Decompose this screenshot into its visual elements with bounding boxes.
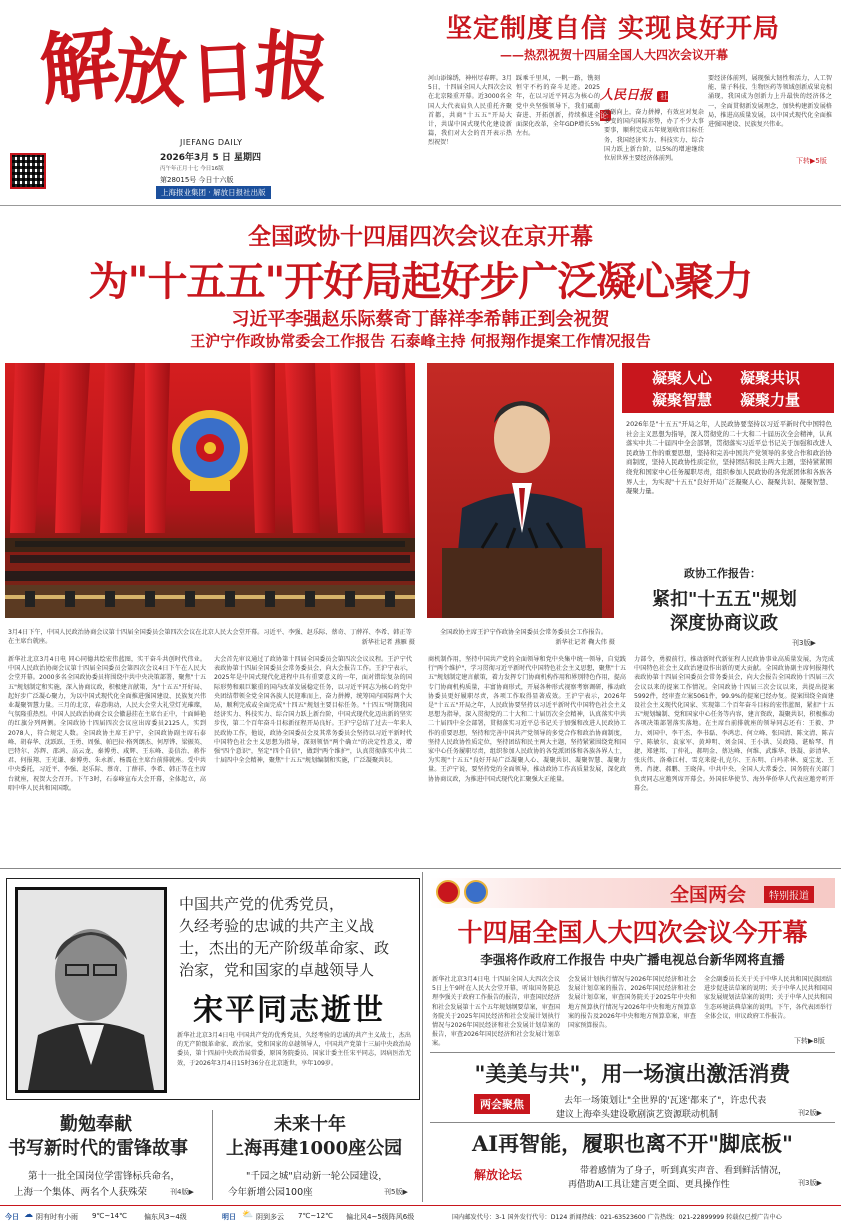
obituary-box [6, 878, 420, 1100]
cppcc-emblem-icon [464, 880, 488, 904]
story-parks-h1: 未来十年 [274, 1114, 346, 1135]
masthead-issue: 第28015号 今日十六版 [160, 176, 234, 184]
credit-hall: 新华社记者 燕雁 摄 [361, 639, 415, 646]
footer-bar [0, 1205, 841, 1229]
story-leifeng-h1: 勤勉奉献 [60, 1114, 132, 1135]
lead-photo-hall [5, 363, 415, 618]
npc-body-col-3: 全会副委员长关于关于中华人民共和国民族团结进步促进法草案的说明；关于中华人民共和国国家发展规划法草案的说明；关于中华人民共和国生态环境法典草案的说明。下午，各代表团举行全体会议，审议政府工作报告。 [704, 976, 832, 1020]
caption-hall: 3月4日下午，中国人民政治协商会议第十四届全国委员会第四次会议在北京人民大会堂开幕。习近平、李强、赵乐际、蔡奇、丁薛祥、李希、韩正等在主席台就座。 [8, 629, 412, 645]
npc-story-2-line-1: 带着感情为了身子，听到真实声音、看到鲜活情况， [580, 1166, 788, 1176]
npc-banner-tag: 特别报道 [764, 886, 814, 903]
caption-speaker: 全国政协主席王沪宁作政协全国委员会常务委员会工作报告。 [440, 629, 608, 636]
story-leifeng-ref[interactable]: 刊4版▶ [170, 1188, 194, 1196]
lead-headline: 为"十五五"开好局起好步广泛凝心聚力 [88, 258, 753, 305]
story-leifeng-h2: 书写新时代的雷锋故事 [8, 1138, 188, 1159]
work-report-title-2: 深度协商议政 [670, 613, 778, 634]
people-daily-brand: 人民日报 [600, 88, 653, 103]
slogan-box [622, 363, 834, 413]
masthead-romanized: JIEFANG DAILY [180, 138, 243, 147]
obituary-body: 新华社北京3月4日电 中国共产党的优秀党员，久经考验的忠诚的共产主义战士，杰出的无产阶级革命家、政治家，党和国家的卓越领导人，中国共产党第十三届中央政治局委员，第十四届中央政治局常委，原国务院委员、国家计委主任宋平同志，因病医治无效，于2026年3月4日15时36分在北京逝世，享年109岁。 [177, 1032, 411, 1067]
slogan-text: 2026年是"十五五"开局之年，人民政协要坚持以习近平新时代中国特色社会主义思想为指导，深入贯彻党的二十大和二十届历次全会精神，认真落实中共二十届四中全会部署，贯彻落实习近平总书记关于加强和改进人民政协工作的重要思想，坚持和完善中国共产党领导的多党合作和政治协商制度，坚持人民政协性质定位，坚持团结和民主两大主题，坚持紧紧围绕党和国家中心任务履职尽责，组织参加人民政协的各党派团体和各族各界人士，为实现"十五五"良好开局广泛凝聚人心、凝聚共识、凝聚智慧、凝聚力量。 [626, 420, 832, 496]
story-parks-h2: 上海再建1000座公园 [226, 1138, 403, 1159]
obituary-title: 宋平同志逝世 [193, 993, 385, 1028]
masthead-publisher: 上海报业集团 · 解放日报社出版 [156, 186, 271, 199]
lead-body-col-4: 力部令，勇毅前行，推动新时代新征程人民政协事业高质量发展，为完成中国特色社会主义政治建设作出新的更大贡献。全国政协副主席何报翔代表政协第十四届全国委员会常务委员会，向大会报告全国政协十四届三次会议以来的提案工作情况。全国政协十四届三次会议以来，共提出提案5992件，经审查立案5061件，99.9%的提案已经办复。提案围绕全面建设社会主义现代化国家、实现第二个百年奋斗目标的宏伟蓝图，紧扣"十五五"规划编制、党和国家中心任务等内容，建言资政，凝聚共识，积极推动各项决策部署落实落地。在主席台前排就座的领导同志还有：王毅、尹力、刘国中、李干杰、李书磊、李鸿忠、何立峰、张国清、陈文清、陈吉宁、陈敏尔、袁家军、黄坤明、刘金国、王小洪、吴政隆、谌贻琴、肖捷、郑建邦、丁仲礼、郝明金、蔡达峰、何维、武维华、铁凝、彭清华、张庆伟、洛桑江村、雪克来提·扎克尔、王东明、白玛赤林、夏宝龙、王勇、肖捷、郝鹏、王晓萍。中共中央、全国人大常委会、国务院有关部门负责同志应邀列席开幕会。外国驻华使节、海外华侨华人代表应邀旁听开幕会。 [634, 656, 834, 792]
obituary-line-1: 中国共产党的优秀党员， [179, 895, 345, 913]
npc-headline: 十四届全国人大四次会议今开幕 [457, 918, 808, 947]
npc-body-col-1: 新华社北京3月4日电 十四届全国人大四次会议5日上午9时在人民大会堂开幕，听取国务院总理李强关于政府工作报告的报告，审查国民经济和社会发展第十五个五年规划纲要草案，审查国务院关于2025年国民经济和社会发展计划执行情况与2026年国民经济和社会发展计划草案的报告，审查2026年国民经济和社会发展计划草案。 [432, 976, 560, 1048]
npc-story-1-line-1: 去年一场策划让"全世界的'瓦迷'都来了"，许忠代表 [564, 1096, 767, 1106]
footer-weather-today: 阴有时有小雨 [36, 1213, 78, 1221]
npc-ref[interactable]: 下转▶8版 [794, 1037, 825, 1045]
slogan-4: 凝聚力量 [740, 391, 801, 409]
slogan-1: 凝聚人心 [652, 369, 713, 387]
npc-divider-2 [430, 1122, 835, 1123]
lead-sub-2: 王沪宁作政协常委会工作报告 石泰峰主持 何报翔作提案工作情况报告 [190, 332, 651, 350]
npc-story-2-line-2: 再借助AI工具让建言更全面、更具操作性 [568, 1180, 730, 1190]
weather-icon-today: ☁ [24, 1210, 33, 1220]
story-parks-sub2: 今年新增公园100座 [228, 1187, 313, 1198]
story-leifeng-sub2: 上海一个集体、两名个人获殊荣 [14, 1187, 148, 1198]
masthead [10, 8, 420, 218]
slogan-2: 凝聚共识 [740, 369, 801, 387]
npc-divider-1 [430, 1052, 835, 1053]
footer-weather-tomorrow: 阴到多云 [256, 1213, 284, 1221]
work-report-box [622, 563, 834, 649]
npc-banner-title: 全国两会 [670, 884, 747, 906]
lead-photo-speaker [427, 363, 614, 618]
footer-temp-tomorrow: 7℃~12℃ [298, 1212, 333, 1220]
npc-sub: 李强将作政府工作报告 中央广播电视总台新华网将直播 [480, 952, 785, 967]
obituary-line-2: 久经考验的忠诚的共产主义战 [179, 917, 375, 935]
footer-tomorrow-label: 明日 [222, 1213, 236, 1221]
dais-rows [5, 541, 415, 581]
story-parks-ref[interactable]: 刊5版▶ [384, 1188, 408, 1196]
editorial-col-1: 河山添锦绣，神州尽春晖。3月5日，十四届全国人大四次会议在北京隆重开幕。近3000名全国人大代表肩负人民重托齐聚首都，共商"十五五"开局大计，共谋中国式现代化建设新篇，我们对大会的召开表示热烈祝贺！ [428, 75, 512, 147]
masthead-char-2: 放 [112, 27, 190, 118]
editorial-subtitle: ——热烈祝贺十四届全国人大四次会议开幕 [500, 48, 729, 62]
national-emblem-icon [436, 880, 460, 904]
footer-wind-tomorrow: 偏北风4~5级阵风6级 [346, 1213, 415, 1221]
lead-kicker: 全国政协十四届四次会议在京开幕 [248, 223, 593, 250]
lead-body-col-1: 新华社北京3月4日电 同心同德共绘宏伟蓝图，实干奋斗共创时代伟业。中国人民政治协商会议第十四届全国委员会第四次会议4日下午在人民大会堂开幕。2000多名全国政协委员将围绕中共中央决策部署，聚焦"十五五"规划制定和实施，深入协商议政，积极建言献策，为"十五五"开好局、起好步广泛凝心聚力，为以中国式现代化全面推进强国建设、民族复兴伟业凝聚智慧力量。三月的北京，春意萌动，人民大会堂大礼堂灯光璀璨，气氛隆重热烈。中国人民政治协商会议会徽悬挂在主席台正中，十面鲜艳的红旗分列两侧。全国政协十四届四次会议应出席委员2125人，实到2078人，符合规定人数。全国政协主席王沪宁，全国政协副主席石泰峰、胡春华、沈跃跃、王勇、周强、帕巴拉·格列朗杰、何厚铧、梁振英、巴特尔、苏辉、邵鸿、高云龙、秦博勇、咸辉、王东峰、姜信治、蒋作君、何报翔、王光谦、秦博勇、朱永新、杨震在主席台前排就座。受中共中央委托，习近平、李强、赵乐际、蔡奇、丁薛祥、李希、韩正等在主席台就座，祝贺大会召开。下午3时，石泰峰宣布大会开幕，全体起立，高唱中华人民共和国国歌。 [8, 656, 206, 792]
npc-story-2-title: AI再智能，履职也离不开"脚底板" [472, 1131, 793, 1156]
credit-speaker: 新华社记者 鞠大伟 摄 [555, 639, 615, 646]
work-report-label: 政协工作报告： [684, 567, 761, 580]
editorial-tag: 社论 [600, 92, 669, 120]
center-v-divider [422, 872, 423, 1202]
npc-banner [430, 878, 835, 908]
npc-body-col-2: 会发展计划执行情况与2026年国民经济和社会发展计划草案的报告、2026年国民经济和社会发展计划草案，审查国务院关于2025年中央和地方预算执行情况与2026年中央和地方预算草案的报告及2026年中央和地方预算草案，审查国家预算报告。 [568, 976, 696, 1030]
npc-story-2-tag: 解放论坛 [474, 1168, 523, 1182]
weather-icon-tomorrow: ⛅ [242, 1210, 254, 1220]
lead-body-col-3: 商机制作用，坚持中国共产党的全面领导和党中央集中统一领导，自觉践行"两个维护"，学习贯彻习近平新时代中国特色社会主义思想，聚焦"十五五"规划制定建言献策，着力发挥专门协商机构作用和界别特色作用，提高专门协商机构质量，丰富协商形式，开展各种形式视察考察调研，推动政协委员更好履职尽责，各项工作取得显著成效。王沪宁表示，2026年是"十五五"开局之年，人民政协要坚持以习近平新时代中国特色社会主义思想为指导，深入贯彻党的二十大和二十届历次全会精神，认真落实中共二十届四中全会部署，贯彻落实习近平总书记关于加强和改进人民政协工作的重要思想，坚持和完善中国共产党领导的多党合作和政治协商制度，坚持人民政协性质定位，坚持团结和民主两大主题，坚持紧紧围绕党和国家中心任务履职尽责，组织参加人民政协的各党派团体和各族各界人士，为实现"十五五"良好开局广泛凝聚人心、凝聚共识、凝聚智慧、凝聚力量。王沪宁说，要坚持党的全面领导，推动政协工作高质量发展，深化政协协商议政，为推进中国式现代化汇聚强大正能量。 [428, 656, 626, 783]
editorial-col-2: 踩乘千里风，一帆一路，镌刻恒守不朽的奋斗足迹。2025年，在以习近平同志为核心的党中央坚强领导下，我们砥砺奋进、开拓创新，持续推进全面深化改革，全年GDP增长5%左右。 [516, 75, 600, 138]
mid-divider [0, 868, 841, 869]
editorial-col-3: 砥砺向上，奋力拼搏，有效应对复杂多变的国内国际形势，办了不少大事要事，顺利完成五年规划收官目标任务，我国经济实力、科技实力、综合国力跃上新台阶，以5%的增速继续位居世界主要经济体前列。 [604, 109, 704, 163]
editorial-continue[interactable]: 下转▶5版 [796, 157, 827, 165]
editorial-col-4: 要经济体前列，展现强大韧性和活力，人工智能、量子科技、生物医药等领域创新成果竞相涌现，我国成为创新力上升最快的经济体之一，全面贯彻新发展理念，加快构建新发展格局，推进高质量发展，以中国式现代化全面推进强国建设、民族复兴伟业。 [708, 75, 832, 129]
npc-story-1-title: "美美与共"，用一场演出激活消费 [474, 1061, 791, 1086]
npc-story-1-line-2: 建议上海牵头建设歌剧演艺资源联动机制 [556, 1110, 719, 1120]
npc-story-1-ref[interactable]: 刊2版▶ [798, 1109, 822, 1117]
masthead-date: 2026年3月 5 日 星期四 [160, 153, 261, 163]
work-report-title-1: 紧扣"十五五"规划 [652, 589, 797, 610]
obituary-line-4: 治家，党和国家的卓越领导人 [179, 961, 375, 979]
masthead-title [30, 18, 333, 128]
masthead-lunar: 丙午年正月十七 今日16版 [160, 166, 224, 172]
qr-code [10, 153, 46, 189]
cppcc-emblem [172, 410, 248, 491]
work-report-ref[interactable]: 刊3版▶ [792, 639, 816, 647]
footer-today-label: 今日 [5, 1213, 19, 1221]
masthead-char-4: 报 [251, 21, 333, 115]
portrait-illustration [18, 890, 164, 1090]
obituary-line-3: 士，杰出的无产阶级革命家、政 [179, 939, 390, 957]
npc-story-1-tag: 两会聚焦 [474, 1094, 530, 1114]
slogan-3: 凝聚智慧 [652, 391, 713, 409]
footer-wind-today: 偏东风3~4级 [144, 1213, 187, 1221]
npc-story-2-ref[interactable]: 刊3版▶ [798, 1179, 822, 1187]
story-parks-sub: "千园之城"启动新一轮公园建设， [246, 1171, 388, 1182]
footer-temp-today: 9℃~14℃ [92, 1212, 127, 1220]
top-divider [0, 205, 841, 206]
hall-illustration [5, 363, 415, 618]
bottom-v-divider [212, 1110, 213, 1200]
masthead-char-3: 日 [188, 32, 258, 114]
editorial-title: 坚定制度自信 实现良好开局 [446, 14, 781, 44]
obituary-portrait [15, 887, 167, 1093]
lead-body-col-2: 大会首先审议通过了政协第十四届全国委员会第四次会议议程。王沪宁代表政协第十四届全国委员会常务委员会，向大会报告工作。王沪宁表示，2025年是中国式现代化进程中具有重要意义的一年，面对错综复杂的国际形势和艰巨繁重的国内改革发展稳定任务，以习近平同志为核心的党中央团结带领全党全国各族人民迎难而上，奋力拼搏，统筹国内国际两个大局，顺利完成或全面完成"十四五"规划主要目标任务。"十四五"时期我国经济实力、科技实力、综合国力跃上新台阶，中国式现代化迈出新的坚实步伐，第二个百年奋斗目标新征程开局良好。王沪宁总结了过去一年来人民政协工作，他说，政协全国委员会及其常务委员会坚持以习近平新时代中国特色社会主义思想为指导，深刻领悟"两个确立"的决定性意义，增强"四个意识"，坚定"四个自信"，做到"两个维护"，认真贯彻落实中共二十届四中全会精神，聚焦"十五五"规划编制和实施，广泛凝聚共识。 [214, 656, 412, 765]
lead-sub-1: 习近平李强赵乐际蔡奇丁薛祥李希韩正到会祝贺 [231, 309, 610, 330]
story-leifeng-sub: 第十一批全国岗位学雷锋标兵命名， [28, 1171, 181, 1182]
masthead-char-1: 解 [35, 18, 123, 117]
speaker-illustration [427, 363, 614, 618]
footer-info: 国内邮发代号：3-1 国外发行代号：D124 新闻热线：021-63523600 广告热线：021-22899999 转载仅已授广告中心 [452, 1214, 782, 1221]
